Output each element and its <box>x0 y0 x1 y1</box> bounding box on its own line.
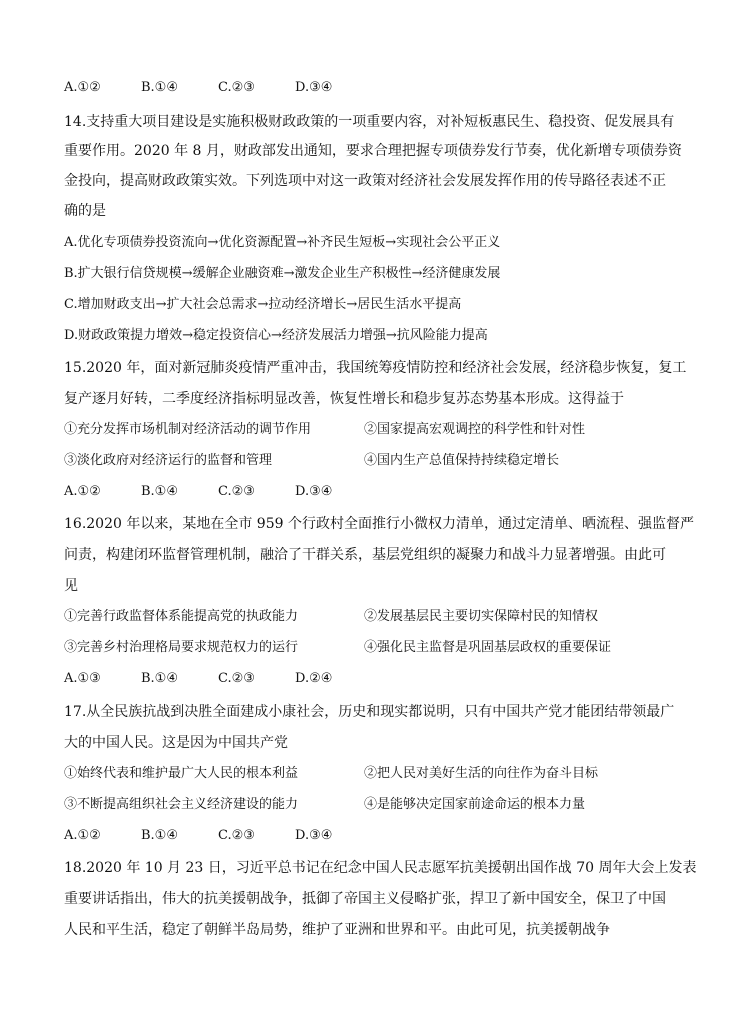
q14-stem-line-1: 14.支持重大项目建设是实施积极财政政策的一项重要内容，对补短板惠民生、稳投资、促发展具有 <box>64 114 675 130</box>
q16-items-row-2 <box>64 638 611 658</box>
q13-option-a: A.①② <box>64 80 101 95</box>
q13-options <box>64 78 372 98</box>
q16-stem-line-2: 问责，构建闭环监督管理机制，融洽了干群关系，基层党组织的凝聚力和战斗力显著增强。由此可 <box>64 547 666 563</box>
q14-stem-line-4: 确的是 <box>64 203 106 219</box>
q15-option-a: A.①② <box>64 484 101 499</box>
q14-stem-line-3: 金投向，提高财政政策实效。下列选项中对这一政策对经济社会发展发挥作用的传导路径表述不正 <box>64 173 666 189</box>
q15-item-2: ②国家提高宏观调控的科学性和针对性 <box>364 422 586 437</box>
q17-item-3: ③不断提高组织社会主义经济建设的能力 <box>64 797 299 812</box>
q16-stem-line-3: 见 <box>64 578 78 594</box>
q17-item-1: ①始终代表和维护最广大人民的根本利益 <box>64 766 299 781</box>
q14-choice-b: B.扩大银行信贷规模→缓解企业融资难→激发企业生产积极性→经济健康发展 <box>64 266 501 281</box>
q14-choice-c: C.增加财政支出→扩大社会总需求→拉动经济增长→居民生活水平提高 <box>64 297 462 312</box>
q16-item-3: ③完善乡村治理格局要求规范权力的运行 <box>64 640 299 655</box>
q15-item-1: ①充分发挥市场机制对经济活动的调节作用 <box>64 422 312 437</box>
q15-option-d: D.③④ <box>295 484 333 499</box>
q15-options <box>64 482 372 502</box>
q15-option-c: C.②③ <box>218 484 255 499</box>
q15-option-b: B.①④ <box>141 484 178 499</box>
q17-item-4: ④是能够决定国家前途命运的根本力量 <box>364 797 586 812</box>
q13-option-d: D.③④ <box>295 80 333 95</box>
q15-items-row-1 <box>64 420 585 440</box>
q17-option-d: D.③④ <box>295 828 333 843</box>
q17-option-b: B.①④ <box>141 828 178 843</box>
q18-stem-line-1: 18.2020 年 10 月 23 日，习近平总书记在纪念中国人民志愿军抗美援朝出国作战 70 周年大会上发表 <box>64 860 697 876</box>
q13-option-c: C.②③ <box>218 80 255 95</box>
q14-choice-a: A.优化专项债券投资流向→优化资源配置→补齐民生短板→实现社会公平正义 <box>64 235 501 250</box>
q16-option-b: B.①④ <box>141 671 178 686</box>
q18-stem-line-2: 重要讲话指出，伟大的抗美援朝战争，抵御了帝国主义侵略扩张，捍卫了新中国安全，保卫了中国 <box>64 891 666 907</box>
q15-item-4: ④国内生产总值保持持续稳定增长 <box>364 453 560 468</box>
q15-item-3: ③淡化政府对经济运行的监督和管理 <box>64 453 273 468</box>
q17-stem-line-1: 17.从全民族抗战到决胜全面建成小康社会，历史和现实都说明，只有中国共产党才能团结带领最广 <box>64 704 675 720</box>
q16-stem-line-1: 16.2020 年以来，某地在全市 959 个行政村全面推行小微权力清单，通过定清单、晒流程、强监督严 <box>64 516 694 532</box>
q17-items-row-2 <box>64 795 585 815</box>
q14-choice-d: D.财政政策提力增效→稳定投资信心→经济发展活力增强→抗风险能力提高 <box>64 328 488 343</box>
q17-items-row-1 <box>64 764 598 784</box>
q16-option-d: D.②④ <box>295 671 333 686</box>
q18-stem-line-3: 人民和平生活，稳定了朝鲜半岛局势，维护了亚洲和世界和平。由此可见，抗美援朝战争 <box>64 922 610 938</box>
q16-item-1: ①完善行政监督体系能提高党的执政能力 <box>64 609 299 624</box>
q15-items-row-2 <box>64 451 559 471</box>
q15-stem-line-2: 复产逐月好转，二季度经济指标明显改善，恢复性增长和稳步复苏态势基本形成。这得益于 <box>64 391 624 407</box>
q16-item-2: ②发展基层民主要切实保障村民的知情权 <box>364 609 599 624</box>
q15-stem-line-1: 15.2020 年，面对新冠肺炎疫情严重冲击，我国统筹疫情防控和经济社会发展，经济稳步恢复，复工 <box>64 360 687 376</box>
q17-item-2: ②把人民对美好生活的向往作为奋斗目标 <box>364 766 599 781</box>
q17-option-c: C.②③ <box>218 828 255 843</box>
q16-option-c: C.②③ <box>218 671 255 686</box>
q17-stem-line-2: 大的中国人民。这是因为中国共产党 <box>64 735 288 751</box>
q16-items-row-1 <box>64 607 598 627</box>
q17-options <box>64 826 372 846</box>
q16-option-a: A.①③ <box>64 671 101 686</box>
q16-item-4: ④强化民主监督是巩固基层政权的重要保证 <box>364 640 612 655</box>
q13-option-b: B.①④ <box>141 80 178 95</box>
q17-option-a: A.①② <box>64 828 101 843</box>
q16-options <box>64 669 372 689</box>
q14-stem-line-2: 重要作用。2020 年 8 月，财政部发出通知，要求合理把握专项债券发行节奏，优化新增专项债券资 <box>64 143 682 159</box>
